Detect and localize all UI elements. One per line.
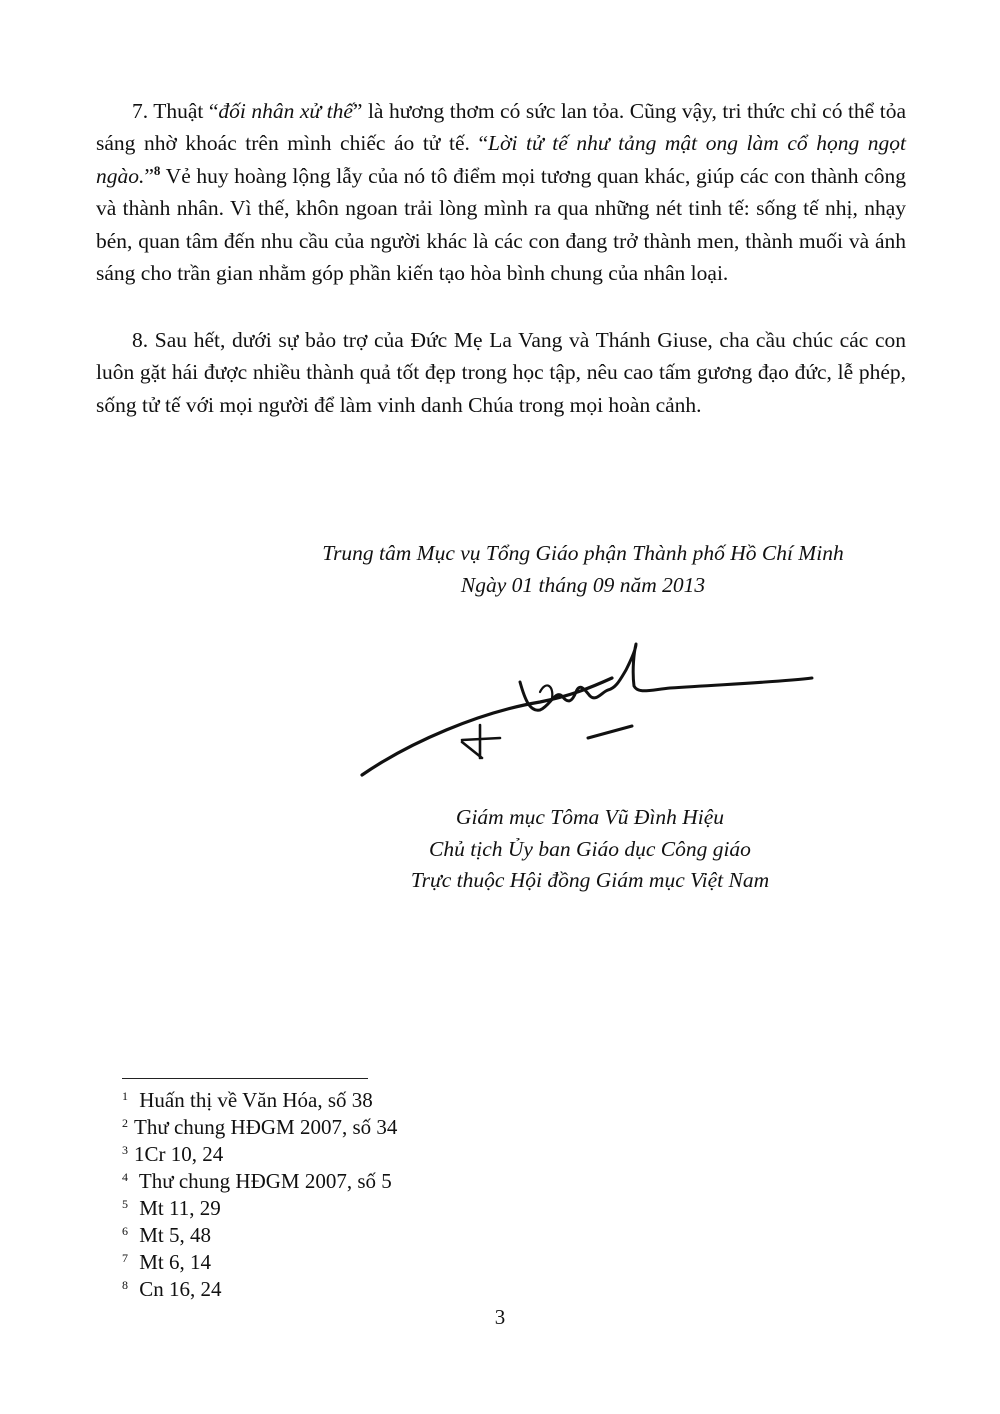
footnote-text: Mt 5, 48 xyxy=(139,1223,212,1247)
paragraph-7-italic-phrase: đối nhân xử thế xyxy=(218,99,353,123)
paragraph-7-quote-mark: ” xyxy=(144,163,154,188)
footnote-text: 1Cr 10, 24 xyxy=(134,1142,224,1166)
footnote-item: 6 Mt 5, 48 xyxy=(122,1223,212,1247)
institution-line: Trung tâm Mục vụ Tổng Giáo phận Thành phố Hồ Chí Minh xyxy=(322,541,844,565)
page-number: 3 xyxy=(494,1305,506,1329)
footnote-text: Mt 11, 29 xyxy=(139,1196,221,1220)
footnote-text: Huấn thị về Văn Hóa, số 38 xyxy=(139,1088,373,1112)
footnote-text: Cn 16, 24 xyxy=(139,1277,222,1301)
paragraph-7-text: 7. Thuật “ xyxy=(132,99,219,123)
footnote-ref-8[interactable]: 8 xyxy=(153,162,161,178)
paragraph-7-text: Vẻ huy hoàng lộng lẫy của nó tô điểm mọi tương quan khác, giúp các con thành công và thành nhân. Vì thế, khôn ngoan trải lòng mình ra qua những nét tinh tế: sống tế nhị, nhạy bén, quan tâm đến nhu cầu của người khác là các con đang trở thành men, thành muối và ánh sáng cho trần gian nhằm góp phần kiến tạo hòa bình chung của nhân loại. xyxy=(96,163,906,286)
signer-name: Giám mục Tôma Vũ Đình Hiệu xyxy=(455,805,725,829)
paragraph-8-text: 8. Sau hết, dưới sự bảo trợ của Đức Mẹ La Vang và Thánh Giuse, cha cầu chúc các con luôn gặt hái được nhiều thành quả tốt đẹp trong học tập, nêu cao tấm gương đạo đức, lễ phép, sống tử tế với mọi người để làm vinh danh Chúa trong mọi hoàn cảnh. xyxy=(96,328,906,417)
footnote-list xyxy=(122,1087,397,1303)
footnote-item: 2 Thư chung HĐGM 2007, số 34 xyxy=(122,1115,398,1139)
footnote-item: 3 1Cr 10, 24 xyxy=(122,1142,224,1166)
footnote-item: 8 Cn 16, 24 xyxy=(122,1277,222,1301)
footnote-item: 7 Mt 6, 14 xyxy=(122,1250,212,1274)
footnote-item: 1 Huấn thị về Văn Hóa, số 38 xyxy=(122,1088,373,1112)
footnote-item: 5 Mt 11, 29 xyxy=(122,1196,221,1220)
paragraph-7-italic-quote: Lời tử tế như tảng mật ong làm cổ họng ngọt ngào. xyxy=(96,131,906,188)
paragraph-7-text: ” là hương thơm có sức lan tỏa. Cũng vậy, tri thức chỉ có thể tỏa sáng nhờ khoác trên mình chiếc áo tử tế. “ xyxy=(96,99,906,156)
signature-image xyxy=(350,630,820,790)
origin-block xyxy=(240,538,926,601)
footnote-text: Mt 6, 14 xyxy=(139,1250,212,1274)
signer-affiliation: Trực thuộc Hội đồng Giám mục Việt Nam xyxy=(410,868,770,892)
footnote-text: Thư chung HĐGM 2007, số 5 xyxy=(138,1169,392,1193)
footnote-divider xyxy=(122,1078,368,1079)
footnote-text: Thư chung HĐGM 2007, số 34 xyxy=(134,1115,398,1139)
signer-block xyxy=(300,802,880,897)
signer-role: Chủ tịch Ủy ban Giáo dục Công giáo xyxy=(429,836,751,861)
date-line: Ngày 01 tháng 09 năm 2013 xyxy=(460,572,706,597)
paragraph-8 xyxy=(96,324,906,421)
footnote-item: 4 Thư chung HĐGM 2007, số 5 xyxy=(122,1169,392,1193)
paragraph-7 xyxy=(96,95,906,289)
